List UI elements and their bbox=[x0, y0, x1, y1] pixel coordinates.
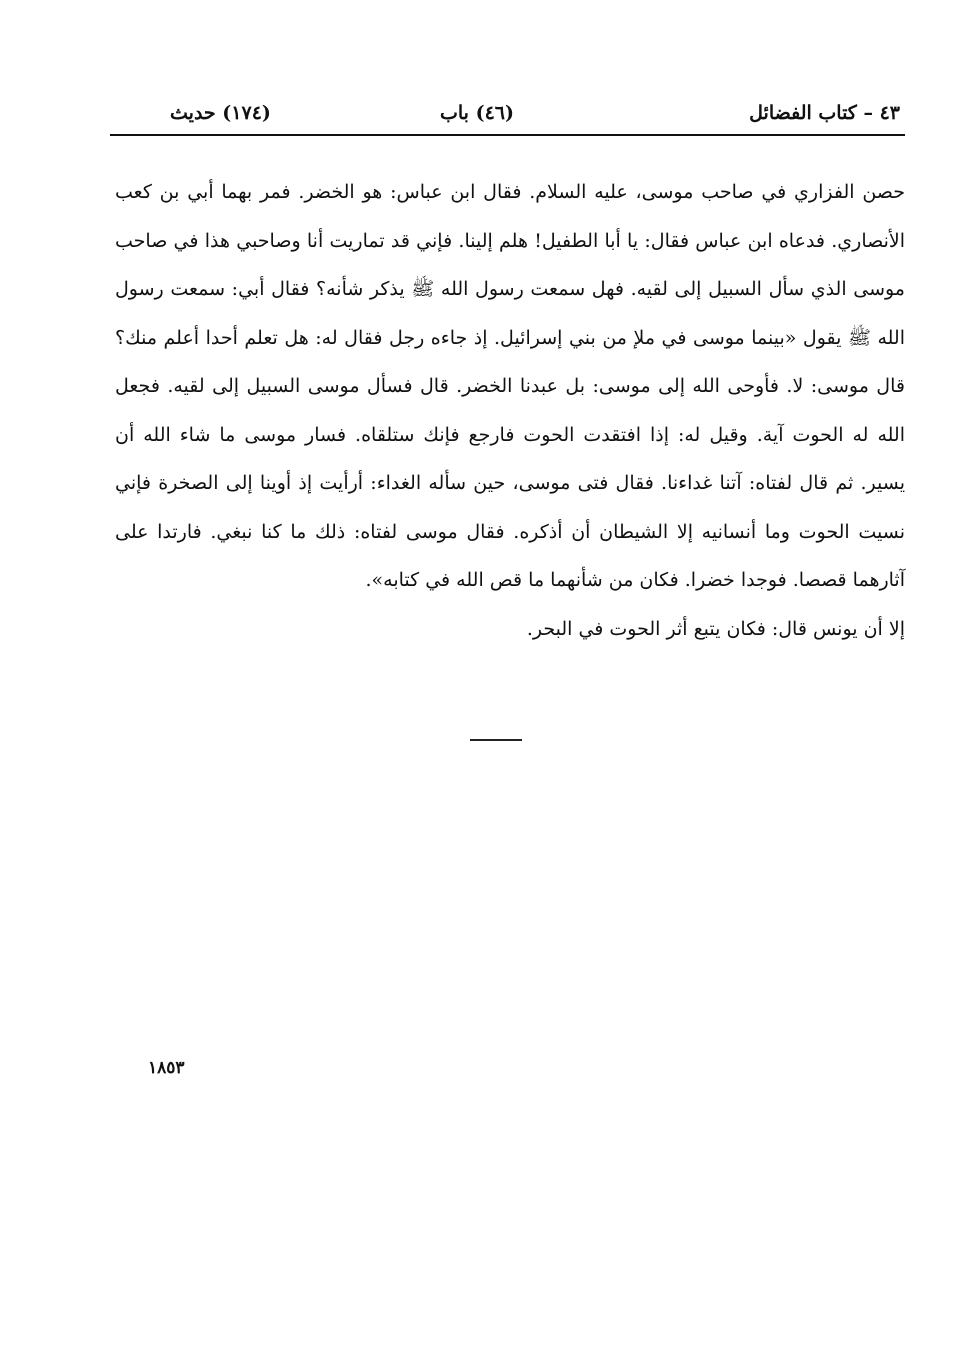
running-header bbox=[110, 100, 900, 134]
header-divider bbox=[110, 134, 905, 136]
end-divider bbox=[470, 739, 522, 741]
chapter-number: (٤٦) باب bbox=[440, 102, 514, 124]
page-number: ١٨٥٣ bbox=[148, 1058, 185, 1078]
hadith-closing-line: إلا أن يونس قال: فكان يتبع أثر الحوت في البحر. bbox=[526, 617, 905, 640]
hadith-paragraph: حصن الفزاري في صاحب موسى، عليه السلام. فقال ابن عباس: هو الخضر. فمر بهما أبي بن كعب الأنصاري. فدعاه ابن عباس فقال: يا أبا الطفيل! هلم إلينا. فإني قد تماريت أنا وصاحبي هذا في صاحب موسى الذي سأل السبيل إلى لقيه. فهل سمعت رسول الله ﷺ يذكر شأنه؟ فقال أبي: سمعت رسول الله ﷺ يقول «بينما موسى في ملإ من بني إسرائيل. إذ جاءه رجل فقال له: هل تعلم أحدا أعلم منك؟ قال موسى: لا. فأوحى الله إلى موسى: بل عبدنا الخضر. قال فسأل موسى السبيل إلى لقيه. فجعل الله له الحوت آية. وقيل له: إذا افتقدت الحوت فارجع فإنك ستلقاه. فسار موسى ما شاء الله أن يسير. ثم قال لفتاه: آتنا غداءنا. فقال فتى موسى، حين سأله الغداء: أرأيت إذ أوينا إلى الصخرة فإني نسيت الحوت وما أنسانيه إلا الشيطان أن أذكره. فقال موسى لفتاه: ذلك ما كنا نبغي. فارتدا على آثارهما قصصا. فوجدا خضرا. فكان من شأنهما ما قص الله في كتابه». bbox=[115, 181, 905, 591]
hadith-number: (١٧٤) حديث bbox=[170, 102, 271, 124]
book-title: ٤٣ – كتاب الفضائل bbox=[749, 102, 900, 124]
hadith-text bbox=[115, 168, 905, 653]
